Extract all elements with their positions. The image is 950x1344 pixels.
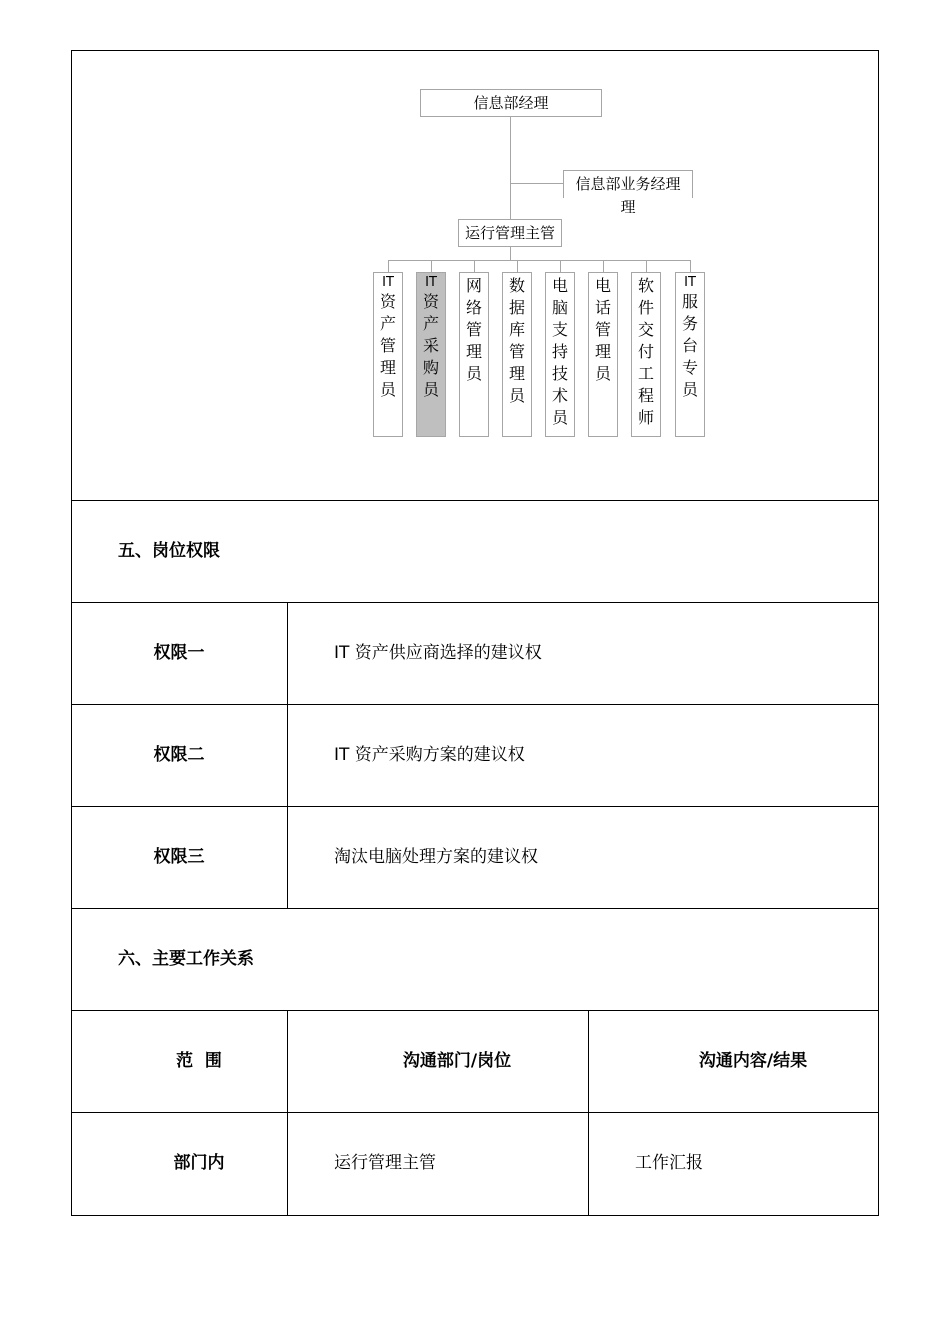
column-divider <box>588 1010 589 1216</box>
org-position-char: 员 <box>379 380 396 399</box>
org-position-char: 员 <box>508 386 525 405</box>
org-position-char: 话 <box>594 298 611 317</box>
permission-value: IT 资产供应商选择的建议权 <box>334 643 542 663</box>
column-divider <box>287 1010 288 1216</box>
org-position-char: 管 <box>508 342 525 361</box>
org-connector <box>474 260 475 272</box>
org-connector <box>646 260 647 272</box>
org-position-char: 件 <box>637 298 654 317</box>
org-connector <box>690 260 691 272</box>
org-position-char: 理 <box>465 342 482 361</box>
table-cell-scope: 部门内 <box>173 1153 225 1173</box>
table-header-department: 沟通部门/岗位 <box>402 1051 512 1071</box>
org-position-char: 络 <box>465 298 482 317</box>
org-position-box <box>459 272 489 437</box>
org-position-char: 员 <box>465 364 482 383</box>
org-position-char: 购 <box>422 358 439 377</box>
table-header-scope: 范 围 <box>176 1051 222 1071</box>
org-position-char: 员 <box>551 408 568 427</box>
org-connector <box>560 260 561 272</box>
permission-value: 淘汰电脑处理方案的建议权 <box>334 847 538 867</box>
org-position-prefix: IT <box>684 275 696 290</box>
column-divider <box>287 602 288 908</box>
table-cell-content: 工作汇报 <box>635 1153 703 1173</box>
divider <box>71 1112 879 1113</box>
org-position-char: 采 <box>422 336 439 355</box>
org-position-char: 资 <box>379 292 396 311</box>
org-node-side <box>563 170 693 198</box>
org-position-prefix: IT <box>382 275 394 290</box>
org-position-char: 产 <box>422 314 439 333</box>
org-position-char: 库 <box>508 320 525 339</box>
org-position-char: 员 <box>681 380 698 399</box>
org-position-char: 软 <box>637 276 654 295</box>
org-position-box <box>416 272 446 437</box>
org-position-box <box>588 272 618 437</box>
org-position-char: 理 <box>508 364 525 383</box>
divider <box>71 1010 879 1011</box>
divider <box>71 908 879 909</box>
org-connector <box>388 260 389 272</box>
org-position-char: 员 <box>422 380 439 399</box>
org-node-top: 信息部经理 <box>420 89 602 117</box>
org-position-char: 理 <box>379 358 396 377</box>
org-position-box <box>631 272 661 437</box>
org-position-char: 据 <box>508 298 525 317</box>
org-connector <box>517 260 518 272</box>
org-position-char: 电 <box>594 276 611 295</box>
divider <box>71 806 879 807</box>
org-node-side-label: 信息部业务经理 <box>575 175 681 193</box>
org-position-box <box>502 272 532 437</box>
org-position-char: 台 <box>681 336 698 355</box>
org-position-char: 管 <box>594 320 611 339</box>
org-position-char: 电 <box>551 276 568 295</box>
org-position-char: 技 <box>551 364 568 383</box>
org-position-char: 理 <box>594 342 611 361</box>
org-position-char: 数 <box>508 276 525 295</box>
org-connector <box>510 117 511 219</box>
org-position-char: 管 <box>379 336 396 355</box>
org-node-middle: 运行管理主管 <box>458 219 562 247</box>
permission-label: 权限一 <box>153 643 205 663</box>
permission-label: 权限三 <box>153 847 205 867</box>
org-position-char: 术 <box>551 386 568 405</box>
org-position-char: 服 <box>681 292 698 311</box>
org-connector <box>510 247 511 260</box>
org-position-char: 员 <box>594 364 611 383</box>
org-connector <box>431 260 432 272</box>
permission-value: IT 资产采购方案的建议权 <box>334 745 525 765</box>
section-title-relations: 六、主要工作关系 <box>118 949 254 969</box>
org-position-char: 支 <box>551 320 568 339</box>
org-position-char: 专 <box>681 358 698 377</box>
org-position-char: 产 <box>379 314 396 333</box>
divider <box>71 500 879 501</box>
table-cell-department: 运行管理主管 <box>334 1153 436 1173</box>
org-position-prefix: IT <box>425 275 437 290</box>
org-position-char: 工 <box>637 364 654 383</box>
org-position-box <box>545 272 575 437</box>
org-position-char: 程 <box>637 386 654 405</box>
org-position-char: 持 <box>551 342 568 361</box>
divider <box>71 602 879 603</box>
section-title-permissions: 五、岗位权限 <box>118 541 220 561</box>
org-position-char: 师 <box>637 408 654 427</box>
org-connector <box>388 260 690 261</box>
org-position-char: 交 <box>637 320 654 339</box>
org-connector <box>510 183 564 184</box>
org-position-char: 网 <box>465 276 482 295</box>
org-position-char: 付 <box>637 342 654 361</box>
org-node-side-wrap: 理 <box>620 198 636 216</box>
org-position-char: 资 <box>422 292 439 311</box>
org-position-char: 管 <box>465 320 482 339</box>
table-header-content: 沟通内容/结果 <box>698 1051 808 1071</box>
org-connector <box>603 260 604 272</box>
org-position-box <box>675 272 705 437</box>
org-position-char: 脑 <box>551 298 568 317</box>
divider <box>71 704 879 705</box>
permission-label: 权限二 <box>153 745 205 765</box>
org-position-box <box>373 272 403 437</box>
org-position-char: 务 <box>681 314 698 333</box>
